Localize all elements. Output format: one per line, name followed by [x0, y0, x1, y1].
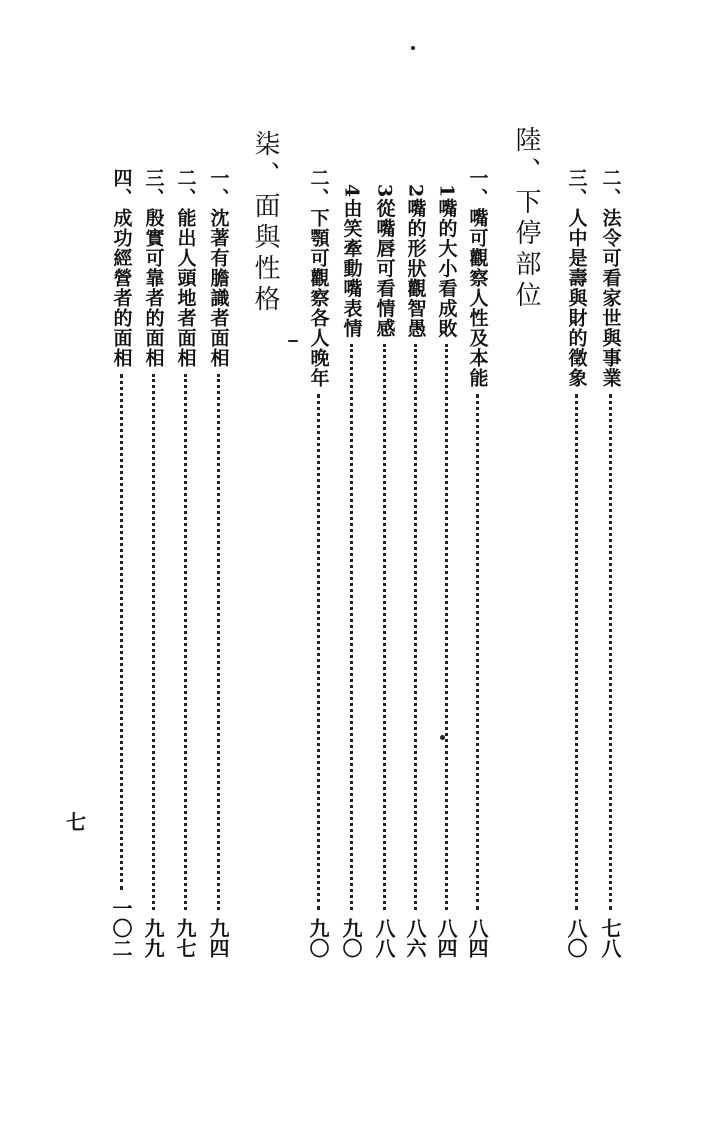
toc-entry-page: 八四: [434, 918, 458, 958]
dot-leader: [445, 344, 448, 910]
toc-entry: [336, 184, 366, 958]
toc-entry: [595, 168, 625, 958]
toc-entry: [138, 168, 168, 958]
toc-entry: [462, 168, 492, 958]
scan-speck: [288, 340, 298, 342]
toc-entry: [561, 168, 591, 958]
toc-entry-label: 一、嘴可觀察人性及本能: [466, 168, 489, 388]
toc-entry-page: 九七: [173, 918, 197, 958]
toc-entry-page: 八六: [403, 918, 427, 958]
toc-entry-label: 一、沈著有膽識者面相: [207, 168, 230, 368]
toc-entry-page: 七八: [598, 918, 622, 958]
toc-entry-page: 八八: [372, 918, 396, 958]
toc-entry-page: 八〇: [564, 918, 588, 958]
toc-entry-label: 1嘴的大小看成敗: [435, 184, 458, 339]
dot-leader: [217, 374, 220, 910]
toc-entry-page: 一〇二: [109, 898, 133, 958]
toc-entry-page: 九〇: [306, 918, 330, 958]
dot-leader: [476, 394, 479, 910]
dot-leader: [350, 344, 353, 910]
toc-entry: [170, 168, 200, 958]
toc-entry-label: 4由笑牽動嘴表情: [340, 184, 363, 339]
toc-entry: [203, 168, 233, 958]
toc-entry: [369, 184, 399, 958]
toc-entry-label: 二、下顎可觀察各人晚年: [307, 168, 330, 388]
dot-leader: [414, 344, 417, 910]
dot-leader: [184, 374, 187, 910]
toc-entry: [400, 184, 430, 958]
dot-leader: [152, 374, 155, 910]
section-heading: 柒、面與性格: [250, 130, 280, 316]
toc-entry: [431, 184, 461, 958]
toc-entry-label: 2嘴的形狀觀智愚: [404, 184, 427, 339]
dot-leader: [609, 394, 612, 910]
toc-entry-label: 三、人中是壽與財的徵象: [565, 168, 588, 388]
page-number: 七: [66, 810, 86, 834]
scan-speck: [440, 735, 445, 740]
toc-entry-label: 二、能出人頭地者面相: [174, 168, 197, 368]
dot-leader: [317, 394, 320, 910]
toc-entry-page: 八四: [465, 918, 489, 958]
toc-entry-page: 九〇: [339, 918, 363, 958]
dot-leader: [383, 344, 386, 910]
toc-entry: [106, 168, 136, 958]
toc-entry-label: 二、法令可看家世與事業: [599, 168, 622, 388]
toc-entry-label: 三、殷實可靠者的面相: [142, 168, 165, 368]
dot-leader: [575, 394, 578, 910]
section-heading: 陸、下停部位: [511, 126, 541, 312]
toc-entry-label: 四、成功經營者的面相: [110, 168, 133, 368]
scan-speck: [411, 46, 415, 50]
toc-entry-label: 3從嘴唇可看情感: [373, 184, 396, 339]
dot-leader: [120, 374, 123, 890]
toc-entry: [303, 168, 333, 958]
toc-entry-page: 九四: [206, 918, 230, 958]
toc-entry-page: 九九: [141, 918, 165, 958]
